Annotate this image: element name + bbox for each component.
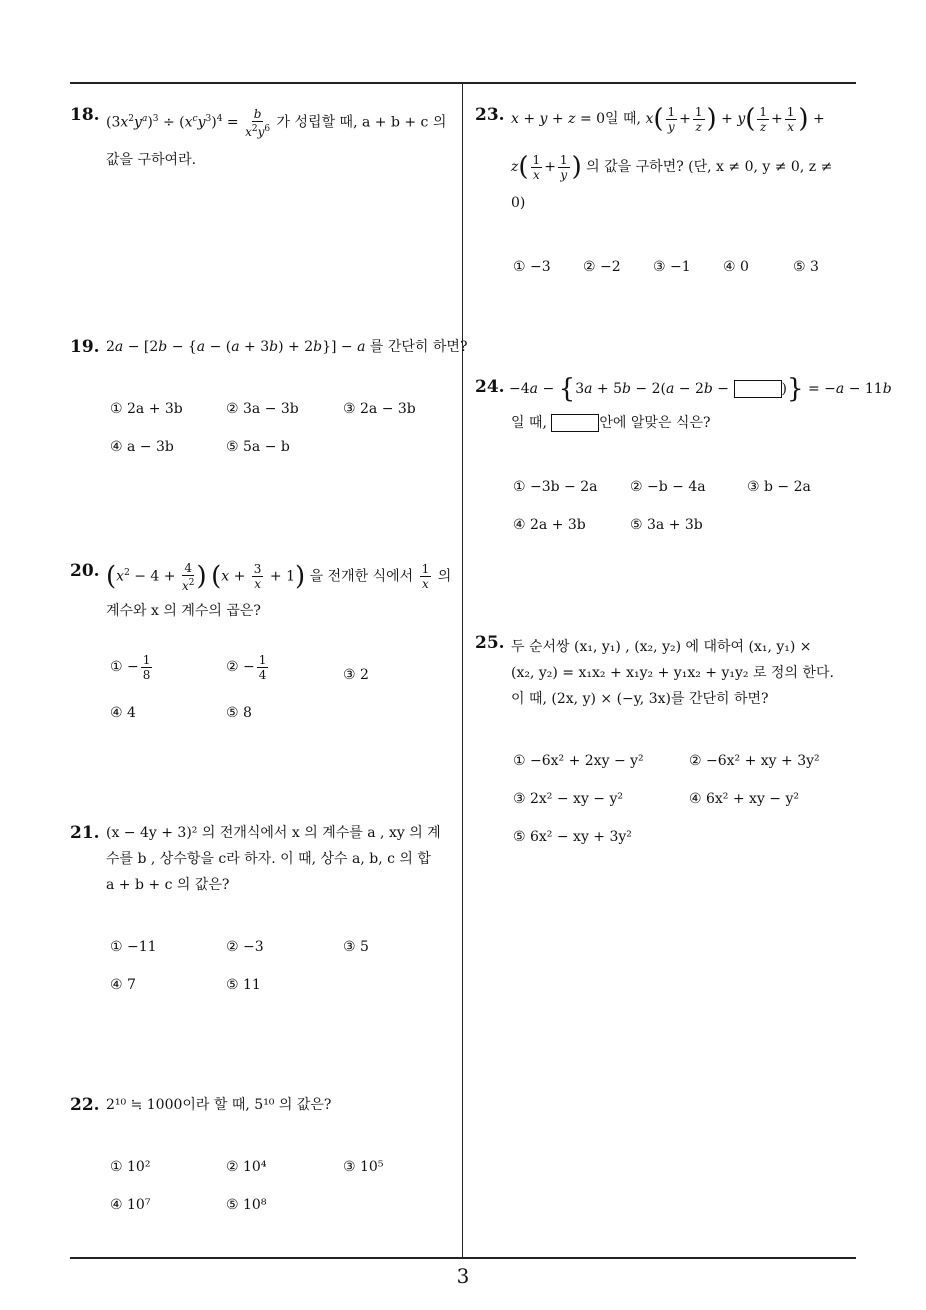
choice-3[interactable]: ③ 2a − 3b xyxy=(343,401,416,417)
choice-5[interactable]: ⑤ 3 xyxy=(793,259,819,275)
question-number: 25. xyxy=(475,633,505,653)
question-text-line2 xyxy=(511,408,710,438)
question-text: 2¹⁰ ≒ 1000이라 할 때, 5¹⁰ 의 값은? xyxy=(106,1097,332,1113)
question-text-line1: (x − 4y + 3)² 의 전개식에서 x 의 계수를 a , xy 의 계 xyxy=(106,825,441,841)
question-number: 24. xyxy=(475,377,505,397)
question-text-line1: −4a − {3a + 5b − 2(a − 2b − )} = −a − 11b xyxy=(509,374,892,404)
question-19 xyxy=(70,332,468,462)
question-24 xyxy=(475,372,892,542)
page-number: 3 xyxy=(456,1264,470,1288)
question-text-post: 안에 알맞은 식은? xyxy=(599,415,711,431)
question-22 xyxy=(70,1090,460,1220)
question-text-line2: (x₂, y₂) = x₁x₂ + x₁y₂ + y₁x₂ + y₁y₂ 로 정의 한다. xyxy=(511,665,834,681)
question-text-line2: 계수와 x 의 계수의 곱은? xyxy=(106,603,261,619)
choice-1[interactable]: ① −6x² + 2xy − y² xyxy=(513,753,644,769)
choice-4[interactable]: ④ a − 3b xyxy=(110,439,174,455)
question-text-line2: 수를 b , 상수항을 c라 하자. 이 때, 상수 a, b, c 의 합 xyxy=(106,851,431,867)
choice-3[interactable]: ③ 5 xyxy=(343,939,369,955)
choice-1[interactable]: ① − $\frac{1}{8}$ xyxy=(110,652,151,682)
question-21 xyxy=(70,818,460,998)
choice-4[interactable]: ④ 4 xyxy=(110,705,136,721)
column-divider xyxy=(462,84,463,1258)
choice-4[interactable]: ④ 7 xyxy=(110,977,136,993)
choice-4[interactable]: ④ 0 xyxy=(723,259,749,275)
question-text-tail: 가 성립할 때, a + b + c 의 xyxy=(276,114,447,131)
question-number: 18. xyxy=(70,105,100,125)
choice-5[interactable]: ⑤ 3a + 3b xyxy=(630,517,703,533)
question-text-line1: $(3x^2y^a)^3 \div (x^cy^3)^4$ = $\frac{b}{x^2y^6}$ 가 성립할 때, a + b + c 의 xyxy=(106,106,447,139)
choice-marker: ② xyxy=(226,659,239,675)
choice-5[interactable]: ⑤ 8 xyxy=(226,705,252,721)
question-20 xyxy=(70,556,460,726)
choice-2[interactable]: ② −3 xyxy=(226,939,264,955)
question-text-line3: 0) xyxy=(511,195,526,211)
choice-1[interactable]: ① −3b − 2a xyxy=(513,479,598,495)
question-number: 21. xyxy=(70,823,100,843)
answer-blank-box xyxy=(551,414,599,432)
question-text-pre: 일 때, xyxy=(511,415,547,431)
choice-1[interactable]: ① 10² xyxy=(110,1159,151,1175)
answer-blank-box xyxy=(734,380,782,398)
choice-3[interactable]: ③ b − 2a xyxy=(747,479,811,495)
question-text-line1: 두 순서쌍 (x₁, y₁) , (x₂, y₂) 에 대하여 (x₁, y₁) × xyxy=(511,639,812,655)
question-text-tail2: 의 xyxy=(437,568,452,585)
choice-2[interactable]: ② 3a − 3b xyxy=(226,401,299,417)
choice-4[interactable]: ④ 2a + 3b xyxy=(513,517,586,533)
question-text-line3: 이 때, (2x, y) × (−y, 3x)를 간단히 하면? xyxy=(511,691,769,707)
question-number: 19. xyxy=(70,337,100,357)
question-text-line2: 값을 구하여라. xyxy=(106,151,197,168)
question-text-tail: 의 값을 구하면? (단, x ≠ 0, y ≠ 0, z ≠ xyxy=(586,159,833,175)
choice-3[interactable]: ③ 2x² − xy − y² xyxy=(513,791,624,807)
choice-4[interactable]: ④ 6x² + xy − y² xyxy=(689,791,800,807)
question-25 xyxy=(475,628,860,848)
choice-3[interactable]: ③ 2 xyxy=(343,667,369,683)
choice-marker: ① xyxy=(110,659,123,675)
choice-1[interactable]: ① −11 xyxy=(110,939,157,955)
question-text-tail: 를 간단히 하면? xyxy=(369,339,468,355)
choice-2[interactable]: ② − $\frac{1}{4}$ xyxy=(226,652,267,682)
choice-2[interactable]: ② 10⁴ xyxy=(226,1159,267,1175)
question-number: 20. xyxy=(70,561,100,581)
question-text-line1: x + y + z = 0일 때, x( $\frac{1}{y}$ + $\frac{1}{z}$ ) + y( $\frac{1}{z}$ + $\frac{1}{x}$ ) + xyxy=(511,104,825,134)
question-text-line1: ($x^2 - 4$ + $\frac{4}{x^2}$ ) (x + $\frac{3}{x}$ + 1) 을 전개한 식에서 $\frac{1}{x}$ 의 xyxy=(106,560,452,593)
question-text-tail: 을 전개한 식에서 xyxy=(309,568,414,585)
top-rule xyxy=(70,82,856,84)
choice-4[interactable]: ④ 10⁷ xyxy=(110,1197,151,1213)
choice-5[interactable]: ⑤ 10⁸ xyxy=(226,1197,267,1213)
question-number: 23. xyxy=(475,105,505,125)
question-text: 2a − [2b − {a − (a + 3b) + 2b}] − a 를 간단히 하면? xyxy=(106,339,468,355)
choice-1[interactable]: ① −3 xyxy=(513,259,551,275)
bottom-rule xyxy=(70,1257,856,1259)
question-text-line2: z( $\frac{1}{x}$ + $\frac{1}{y}$ ) 의 값을 구하면? (단, x ≠ 0, y ≠ 0, z ≠ xyxy=(511,152,833,182)
choice-3[interactable]: ③ 10⁵ xyxy=(343,1159,384,1175)
choice-2[interactable]: ② −6x² + xy + 3y² xyxy=(689,753,820,769)
question-text-line3: a + b + c 의 값은? xyxy=(106,877,230,893)
choice-2[interactable]: ② −2 xyxy=(583,259,621,275)
choice-1[interactable]: ① 2a + 3b xyxy=(110,401,183,417)
choice-5[interactable]: ⑤ 6x² − xy + 3y² xyxy=(513,829,632,845)
choice-3[interactable]: ③ −1 xyxy=(653,259,691,275)
question-23 xyxy=(475,100,860,290)
choice-5[interactable]: ⑤ 5a − b xyxy=(226,439,290,455)
question-number: 22. xyxy=(70,1095,100,1115)
choice-5[interactable]: ⑤ 11 xyxy=(226,977,261,993)
choice-2[interactable]: ② −b − 4a xyxy=(630,479,706,495)
